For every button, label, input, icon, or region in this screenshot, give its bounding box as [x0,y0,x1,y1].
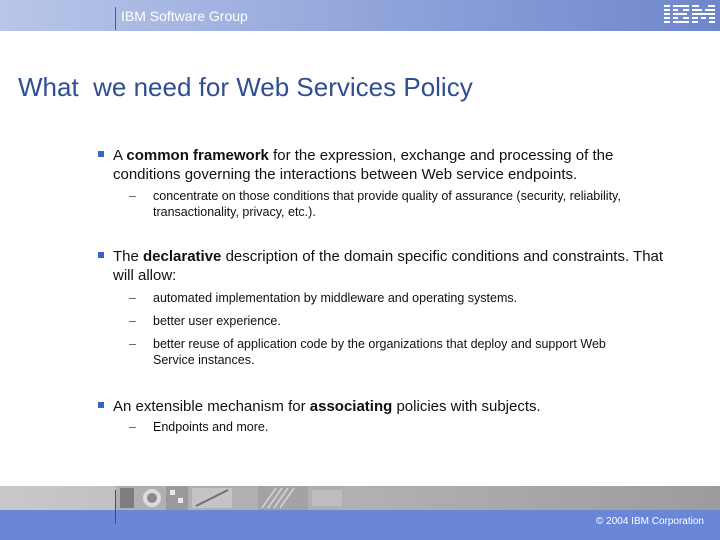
bullet-3-sub-1 [129,419,653,435]
copyright: © 2004 IBM Corporation [596,516,704,527]
bullet-1-bold: common framework [126,147,269,164]
bullet-3 [113,397,693,416]
dash-icon: – [129,314,136,328]
bullet-1 [113,146,673,184]
dash-icon: – [129,420,136,434]
bullet-2-sub-1 [129,290,673,306]
dash-icon: – [129,291,136,305]
header-bar [0,0,720,31]
header-divider [115,7,116,30]
sub-text: better user experience. [153,314,281,328]
bullet-1-pre: A [113,147,127,164]
bullet-2-sub-2 [129,313,673,329]
sub-text: automated implementation by middleware and operating systems. [153,291,518,305]
ibm-logo [662,2,718,28]
bullet-2 [113,247,688,285]
bullet-1-sub-1 [129,188,653,220]
bullet-2-pre: The [113,248,144,265]
footer-divider [115,490,116,524]
bullet-2-post: description of the domain specific conditions and constraints. That will allow: [113,248,664,284]
bullet-square-icon [98,151,104,157]
group-name: IBM Software Group [121,8,248,24]
ibm-logo-text: IBM [662,2,664,3]
footer-photo-strip [0,486,720,510]
sub-text: better reuse of application code by the organizations that deploy and support Web Service instances. [153,337,606,367]
footer-bar [0,486,720,540]
dash-icon: – [129,337,136,351]
bullet-square-icon [98,252,104,258]
bullet-2-bold: declarative [143,248,222,265]
bullet-3-bold: associating [309,398,393,415]
bullet-1-post: for the expression, exchange and processing of the conditions governing the interactions between Web service endpoints. [113,147,614,183]
bullet-3-post: policies with subjects. [392,398,541,415]
bullet-square-icon [98,402,104,408]
slide-title: What we need for Web Services Policy [18,72,473,102]
bullet-2-sub-3 [129,336,638,368]
dash-icon: – [129,189,136,203]
sub-text: concentrate on those conditions that provide quality of assurance (security, reliability, transactionality, privacy, etc.). [153,189,621,219]
footer-collage-image [116,486,346,510]
sub-text: Endpoints and more. [153,420,269,434]
bullet-3-pre: An extensible mechanism for [113,398,310,415]
